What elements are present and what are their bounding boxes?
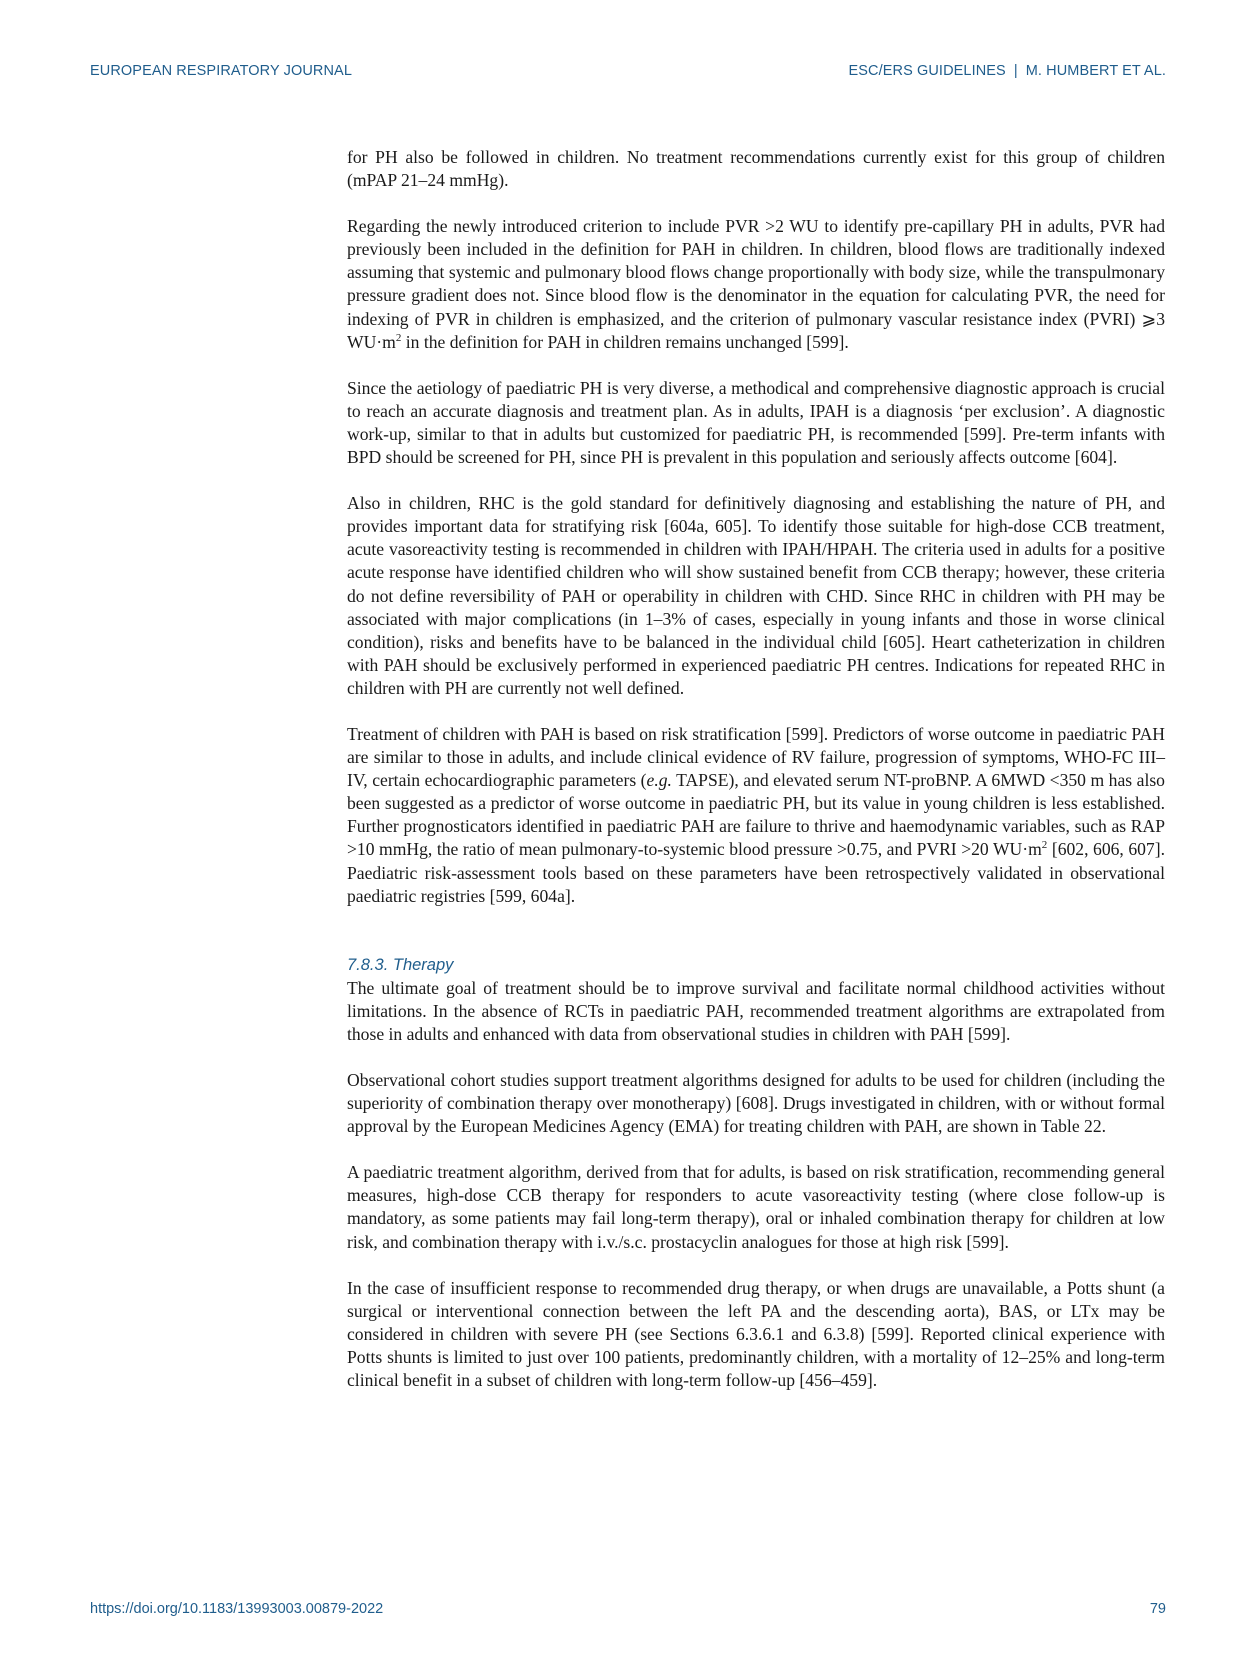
paragraph-5-text-c: [602, 606, 607]. Paediatric risk-assessment tools based on these parameters have been retrospectively validated in observational paediatric registries [599, 604a].: [347, 839, 1165, 906]
paragraph-5: [347, 723, 1165, 908]
paragraph-9: In the case of insufficient response to recommended drug therapy, or when drugs are unavailable, a Potts shunt (a surgical or interventional connection between the left PA and the descending aorta), BAS, or LTx may be considered in children with severe PH (see Sections 6.3.6.1 and 6.3.8) [599]. Reported clinical experience with Potts shunts is limited to just over 100 patients, predominantly children, with a mortality of 12–25% and long-term clinical benefit in a subset of children with long-term follow-up [456–459].: [347, 1277, 1165, 1391]
paragraph-2: [347, 215, 1165, 354]
superscript: 2: [395, 331, 402, 344]
paragraph-5-text-a: Treatment of children with PAH is based on risk stratification [599]. Predictors of worse outcome in paediatric PAH are similar to those in adults, and include clinical evidence of RV failure, progression of symptoms, WHO-FC III–IV, certain echocardiographic parameters (: [347, 723, 1165, 791]
authors-label: M. HUMBERT ET AL.: [1025, 63, 1166, 79]
journal-name: EUROPEAN RESPIRATORY JOURNAL: [90, 63, 352, 79]
header-separator: |: [1013, 63, 1018, 79]
paragraph-8: A paediatric treatment algorithm, derived from that for adults, is based on risk stratification, recommending general measures, high-dose CCB therapy for responders to acute vasoreactivity testing (where close follow-up is mandatory, as some patients may fail long-term therapy), oral or inhaled combination therapy for children at low risk, and combination therapy with i.v./s.c. prostacyclin analogues for those at high risk [599].: [347, 1162, 1165, 1252]
paragraph-3: Since the aetiology of paediatric PH is very diverse, a methodical and comprehensive diagnostic approach is crucial to reach an accurate diagnosis and treatment plan. As in adults, IPAH is a diagnosis ‘per exclusion’. A diagnostic work-up, similar to that in adults but customized for paediatric PH, is recommended [599]. Pre-term infants with BPD should be screened for PH, since PH is prevalent in this population and seriously affects outcome [604].: [347, 377, 1165, 468]
paragraph-7: Observational cohort studies support treatment algorithms designed for adults to be used for children (including the superiority of combination therapy over monotherapy) [608]. Drugs investigated in children, with or without formal approval by the European Medicines Agency (EMA) for treating children with PAH, are shown in Table 22.: [347, 1070, 1165, 1137]
paragraph-1: for PH also be followed in children. No treatment recommendations currently exist for this group of children (mPAP 21–24 mmHg).: [347, 147, 1165, 191]
italic-eg: e.g.: [646, 770, 672, 791]
paragraph-2-text-a: Regarding the newly introduced criterion to include PVR >2 WU to identify pre-capillary PH in adults, PVR had previously been included in the definition for PAH in children. In children, blood flows are traditionally indexed assuming that systemic and pulmonary blood flows change proportionally with body size, while the transpulmonary pressure gradient does not. Since blood flow is the denominator in the equation for calculating PVR, the need for indexing of PVR in children is emphasized, and the criterion of pulmonary vascular resistance index (PVRI) ⩾3 WU·m: [347, 216, 1165, 352]
article-body: [347, 146, 1165, 1415]
guideline-label: ESC/ERS GUIDELINES: [848, 63, 1006, 79]
paragraph-2-text-b: in the definition for PAH in children remains unchanged [599].: [401, 331, 849, 352]
running-header: [849, 63, 1167, 79]
page-number: 79: [1149, 1601, 1166, 1617]
paragraph-4: Also in children, RHC is the gold standard for definitively diagnosing and establishing the nature of PH, and provides important data for stratifying risk [604a, 605]. To identify those suitable for high-dose CCB treatment, acute vasoreactivity testing is recommended in children with IPAH/HPAH. The criteria used in adults for a positive acute response have identified children who will show sustained benefit from CCB therapy; however, these criteria do not define reversibility of PAH or operability in children with CHD. Since RHC in children with PH may be associated with major complications (in 1–3% of cases, especially in young infants and those in worse clinical condition), risks and benefits have to be balanced in the individual child [605]. Heart catheterization in children with PAH should be exclusively performed in experienced paediatric PH centres. Indications for repeated RHC in children with PH are currently not well defined.: [347, 493, 1165, 698]
superscript: 2: [1041, 839, 1048, 852]
paragraph-6: The ultimate goal of treatment should be to improve survival and facilitate normal childhood activities without limitations. In the absence of RCTs in paediatric PAH, recommended treatment algorithms are extrapolated from those in adults and enhanced with data from observational studies in children with PAH [599].: [347, 977, 1165, 1044]
paragraph-5-text-b: TAPSE), and elevated serum NT-proBNP. A 6MWD <350 m has also been suggested as a predictor of worse outcome in paediatric PH, but its value in young children is less established. Further prognosticators identified in paediatric PAH are failure to thrive and haemodynamic variables, such as RAP >10 mmHg, the ratio of mean pulmonary-to-systemic blood pressure >0.75, and PVRI >20 WU·m: [347, 770, 1165, 860]
doi-link[interactable]: https://doi.org/10.1183/13993003.00879-2022: [90, 1601, 384, 1617]
section-heading-therapy: 7.8.3. Therapy: [347, 955, 454, 974]
